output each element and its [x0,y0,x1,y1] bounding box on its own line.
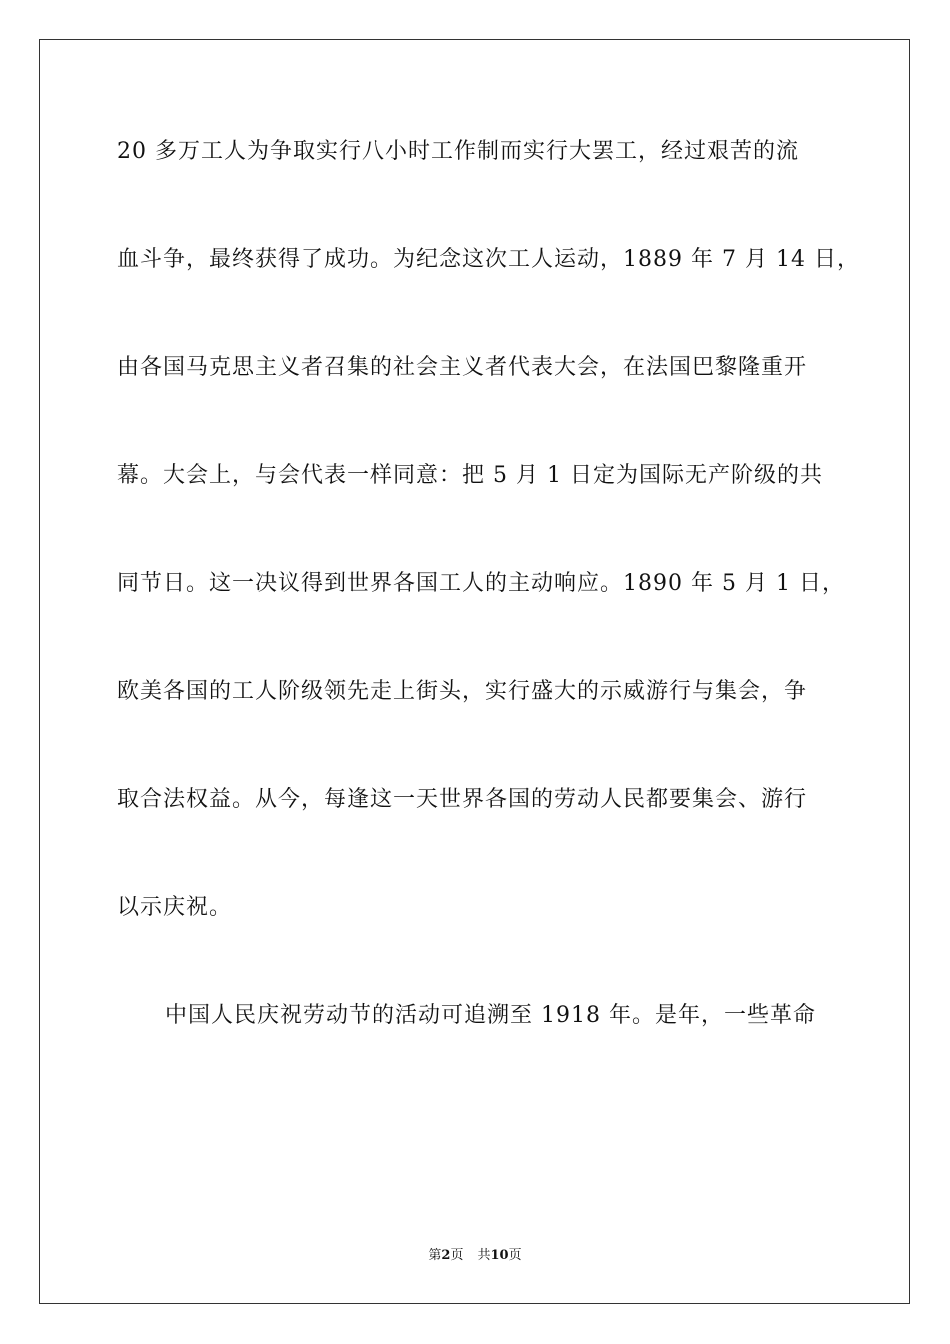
text-line: 欧美各国的工人阶级领先走上街头，实行盛大的示威游行与集会，争 [117,679,808,704]
text-line: 取合法权益。从今，每逢这一天世界各国的劳动人民都要集会、游行 [117,787,808,812]
paragraph-start-line: 中国人民庆祝劳动节的活动可追溯至 1918 年。是年，一些革命 [165,1003,816,1028]
page-prefix: 第 [428,1248,442,1263]
page-border [39,39,910,1304]
text-line: 由各国马克思主义者召集的社会主义者代表大会，在法国巴黎隆重开 [117,355,808,380]
total-suffix: 页 [508,1248,522,1263]
text-line: 血斗争，最终获得了成功。为纪念这次工人运动，1889 年 7 月 14 日， [117,247,860,272]
text-line: 同节日。这一决议得到世界各国工人的主动响应。1890 年 5 月 1 日， [117,571,845,596]
total-pages: 10 [490,1248,509,1263]
page-number: 2 [441,1248,451,1263]
page-suffix: 页 [450,1248,464,1263]
total-prefix: 共 [477,1248,491,1263]
text-line: 以示庆祝。 [117,895,233,920]
text-line: 20 多万工人为争取实行八小时工作制而实行大罢工，经过艰苦的流 [117,139,799,164]
page-footer [0,1247,950,1265]
text-line: 幕。大会上，与会代表一样同意：把 5 月 1 日定为国际无产阶级的共 [117,463,823,488]
